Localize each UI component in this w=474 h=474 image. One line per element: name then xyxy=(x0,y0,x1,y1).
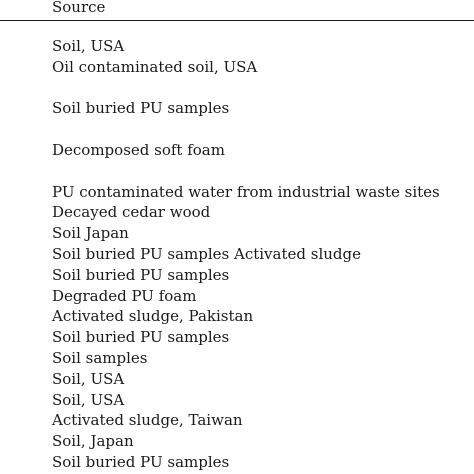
table-row: Soil, USA xyxy=(52,37,125,55)
table-row: Soil buried PU samples xyxy=(52,452,230,471)
column-header-source: Source xyxy=(52,0,106,16)
table-row: PU contaminated water from industrial waste sites xyxy=(52,182,440,201)
table-row: Soil buried PU samples Activated sludge xyxy=(52,244,361,263)
table-row: Decayed cedar wood xyxy=(52,203,211,222)
table-row: Soil buried PU samples xyxy=(52,265,230,284)
table-row: Soil Japan xyxy=(52,224,129,243)
table-row-spacer xyxy=(52,119,440,140)
table-row: Soil, USA xyxy=(52,369,125,388)
table-row: Soil samples xyxy=(52,348,148,367)
table-row-spacer xyxy=(52,161,440,182)
table-row-spacer xyxy=(52,78,440,99)
table-row: Soil, USA xyxy=(52,390,125,409)
table-row: Degraded PU foam xyxy=(52,286,197,305)
table-row: Soil buried PU samples xyxy=(52,328,230,347)
table-row: Oil contaminated soil, USA xyxy=(52,57,258,76)
table-row: Soil buried PU samples xyxy=(52,99,230,118)
table-row: Activated sludge, Taiwan xyxy=(52,411,243,430)
header-rule xyxy=(0,20,474,21)
table-row: Activated sludge, Pakistan xyxy=(52,307,254,326)
table-row: Decomposed soft foam xyxy=(52,140,225,159)
source-list xyxy=(52,36,440,473)
table-row: Soil, Japan xyxy=(52,432,134,451)
